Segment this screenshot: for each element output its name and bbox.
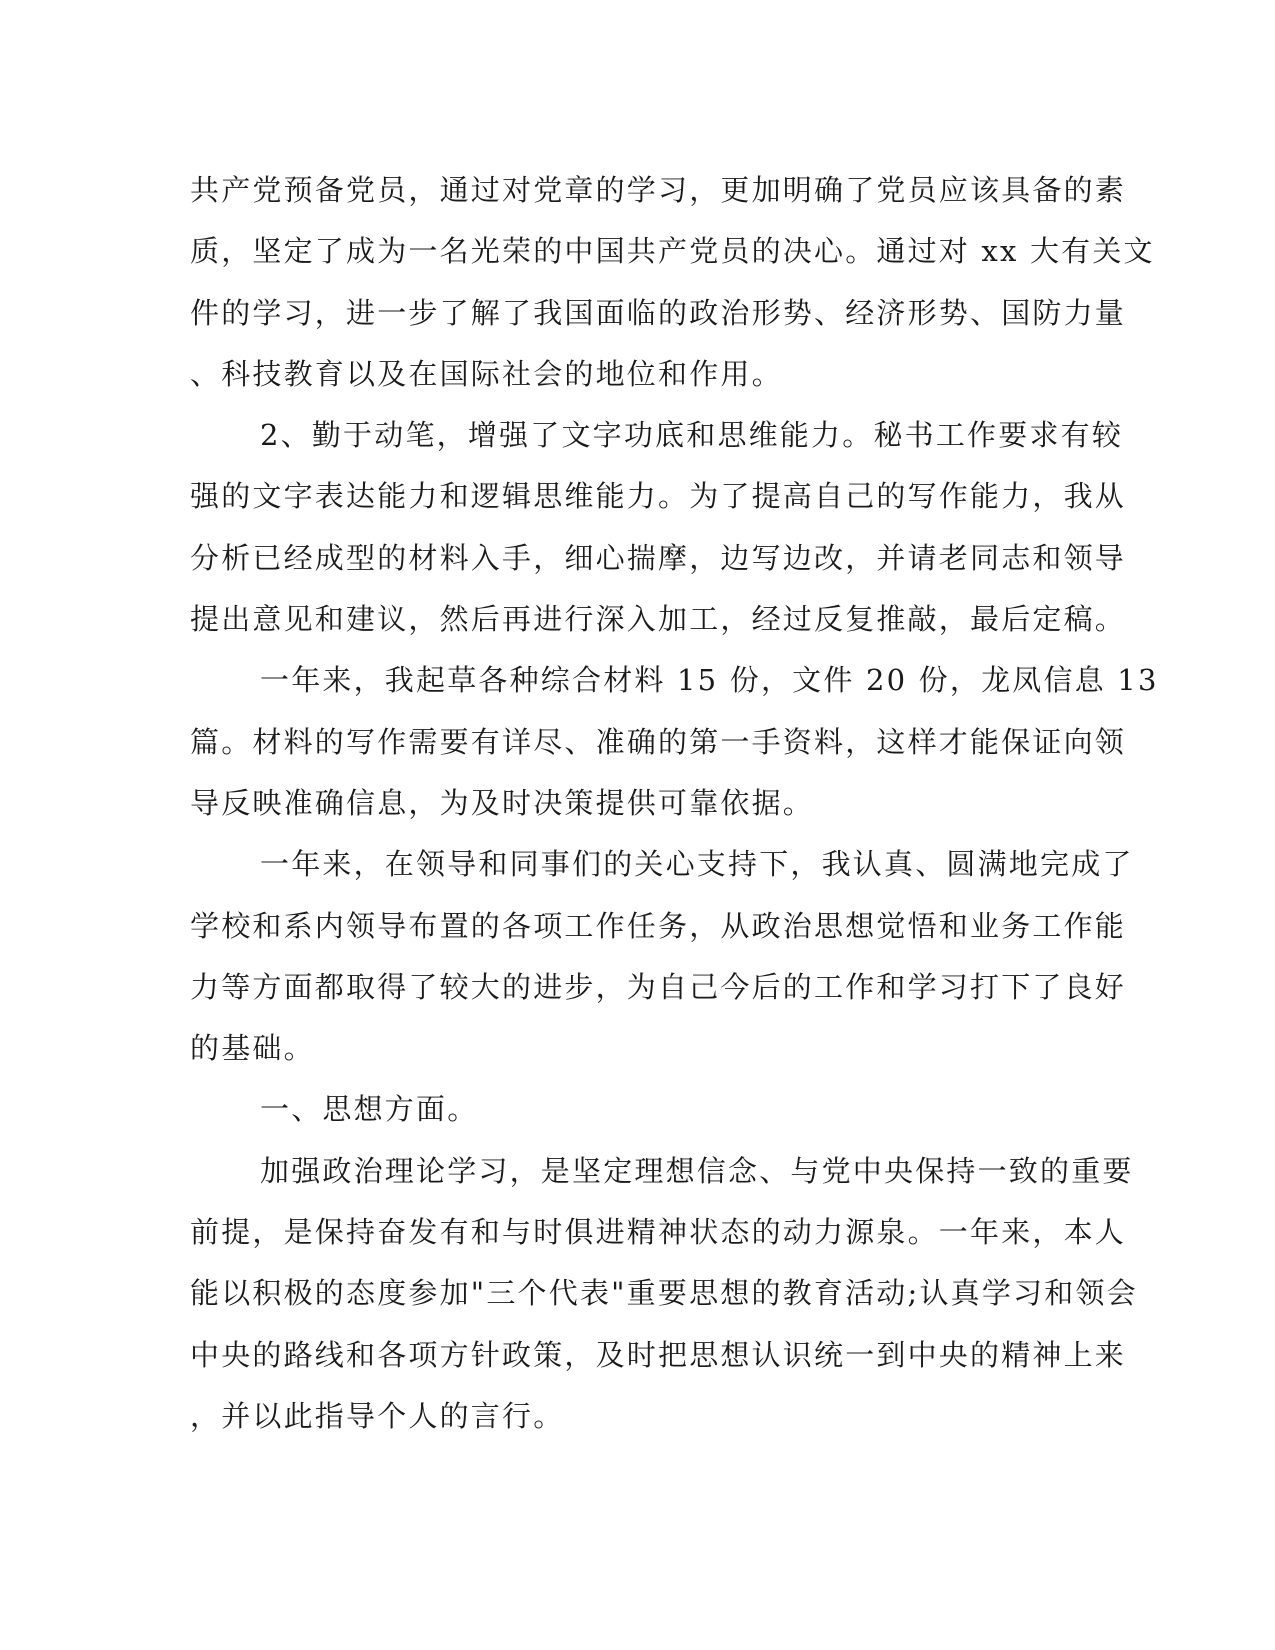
text-line: 分析已经成型的材料入手，细心揣摩，边写边改，并请老同志和领导 xyxy=(190,540,1127,575)
paragraph-first-line: 2、勤于动笔，增强了文字功底和思维能力。秘书工作要求有较 xyxy=(260,418,1124,453)
text-line: 力等方面都取得了较大的进步，为自己今后的工作和学习打下了良好 xyxy=(190,969,1127,1004)
text-line: ，并以此指导个人的言行。 xyxy=(190,1398,565,1433)
text-line: 篇。材料的写作需要有详尽、准确的第一手资料，这样才能保证向领 xyxy=(190,724,1127,759)
text-line: 共产党预备党员，通过对党章的学习，更加明确了党员应该具备的素 xyxy=(190,173,1127,207)
text-line: 质，坚定了成为一名光荣的中国共产党员的决心。通过对 xx 大有关文 xyxy=(190,234,1155,269)
text-line: 件的学习，进一步了解了我国面临的政治形势、经济形势、国防力量 xyxy=(190,295,1127,330)
text-line: 中央的路线和各项方针政策，及时把思想认识统一到中央的精神上来 xyxy=(190,1337,1127,1372)
paragraph-first-line: 一年来，在领导和同事们的关心支持下，我认真、圆满地完成了 xyxy=(260,847,1134,882)
document-body xyxy=(190,160,1159,1447)
text-line: 能以积极的态度参加"三个代表"重要思想的教育活动;认真学习和领会 xyxy=(190,1276,1138,1311)
text-line: 、科技教育以及在国际社会的地位和作用。 xyxy=(190,356,783,391)
text-line: 提出意见和建议，然后再进行深入加工，经过反复推敲，最后定稿。 xyxy=(190,602,1127,637)
text-line: 学校和系内领导布置的各项工作任务，从政治思想觉悟和业务工作能 xyxy=(190,908,1127,943)
paragraph-first-line: 加强政治理论学习，是坚定理想信念、与党中央保持一致的重要 xyxy=(260,1153,1134,1188)
text-line: 的基础。 xyxy=(190,1031,315,1066)
paragraph-first-line: 一年来，我起草各种综合材料 15 份，文件 20 份，龙凤信息 13 xyxy=(260,663,1159,698)
section-heading: 一、思想方面。 xyxy=(260,1092,479,1127)
text-line: 导反映准确信息，为及时决策提供可靠依据。 xyxy=(190,785,815,820)
text-line: 强的文字表达能力和逻辑思维能力。为了提高自己的写作能力，我从 xyxy=(190,479,1127,514)
text-line: 前提，是保持奋发有和与时俱进精神状态的动力源泉。一年来，本人 xyxy=(190,1215,1127,1250)
